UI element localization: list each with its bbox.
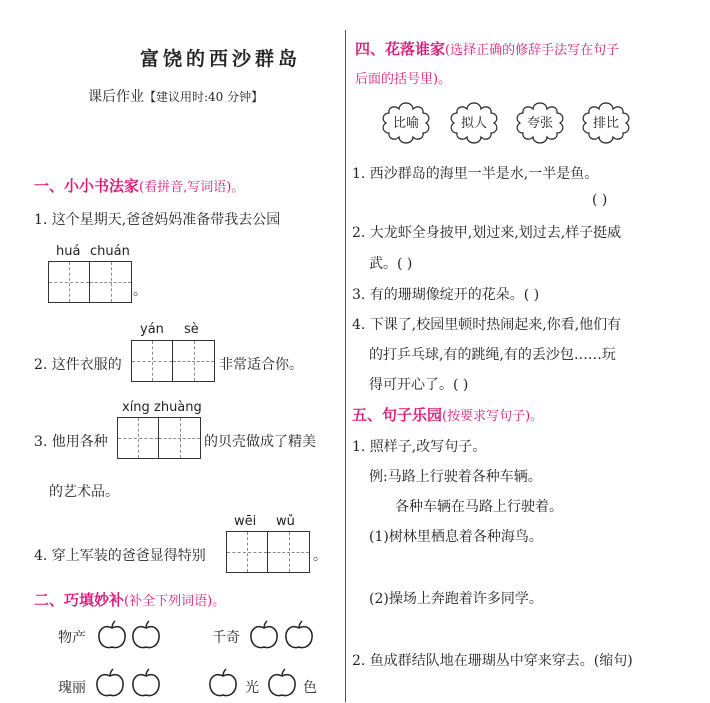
s4-q2-line1: 2. 大龙虾全身披甲,划过来,划过去,样子挺威 bbox=[352, 225, 622, 241]
s1-q3-pinyin-1: xíng bbox=[122, 400, 150, 415]
writing-cell[interactable] bbox=[173, 341, 214, 381]
writing-cell[interactable] bbox=[227, 532, 268, 572]
apple-blank-icon[interactable] bbox=[249, 620, 279, 650]
s1-q3-suffix: 的贝壳做成了精美 bbox=[204, 434, 316, 450]
s1-q1-pinyin-2: chuán bbox=[90, 244, 130, 259]
option-parallelism bbox=[580, 100, 632, 146]
s4-q4-line2: 的打乒乓球,有的跳绳,有的丢沙包……玩 bbox=[369, 347, 616, 363]
option-label: 比喻 bbox=[392, 116, 419, 131]
option-personification bbox=[448, 100, 500, 146]
column-divider bbox=[345, 30, 346, 702]
section5-note: (按要求写句子)。 bbox=[442, 409, 544, 424]
section4-note-line2-wrap bbox=[355, 68, 451, 87]
s2-item-3: 瑰丽 bbox=[58, 680, 86, 696]
apple-blank-icon[interactable] bbox=[284, 620, 314, 650]
page-subtitle bbox=[88, 86, 263, 106]
option-label: 拟人 bbox=[460, 116, 487, 131]
section5-title: 五、句子乐园 bbox=[352, 406, 443, 424]
s1-q1-end: 。 bbox=[133, 283, 147, 299]
section1-title: 一、小小书法家 bbox=[34, 177, 140, 195]
s1-q4-pinyin-1: wēi bbox=[234, 514, 257, 529]
s1-q4-writing-grid[interactable] bbox=[226, 531, 310, 573]
option-simile bbox=[380, 100, 432, 146]
subtitle-hint: 【建议用时:40 分钟】 bbox=[144, 90, 264, 104]
apple-blank-icon[interactable] bbox=[131, 620, 161, 650]
s1-q4-end: 。 bbox=[313, 548, 327, 564]
section4-heading bbox=[355, 38, 619, 59]
option-exaggeration bbox=[514, 100, 566, 146]
s5-example2: 各种车辆在马路上行驶着。 bbox=[395, 499, 563, 515]
section2-note: (补全下列词语)。 bbox=[124, 594, 226, 609]
apple-blank-icon[interactable] bbox=[131, 668, 161, 698]
writing-cell[interactable] bbox=[49, 262, 90, 302]
s5-sub1: (1)树林里栖息着各种海鸟。 bbox=[369, 529, 543, 545]
s4-q4-line3[interactable]: 得可开心了。( ) bbox=[369, 377, 469, 393]
section4-title: 四、花落谁家 bbox=[355, 40, 446, 58]
s1-q2-pinyin-1: yán bbox=[140, 322, 164, 337]
writing-cell[interactable] bbox=[159, 418, 200, 458]
apple-blank-icon[interactable] bbox=[267, 668, 297, 698]
section4-note-line1: (选择正确的修辞手法写在句子 bbox=[445, 43, 620, 58]
option-label: 排比 bbox=[592, 116, 619, 131]
section4-note-line2: 后面的括号里)。 bbox=[355, 72, 452, 87]
s1-q4-pinyin-2: wǔ bbox=[276, 514, 295, 529]
s1-q3-pinyin-2: zhuàng bbox=[154, 400, 202, 415]
s4-q3[interactable]: 3. 有的珊瑚像绽开的花朵。( ) bbox=[352, 287, 540, 303]
s5-sub2: (2)操场上奔跑着许多同学。 bbox=[369, 591, 543, 607]
s4-q2-line2[interactable]: 武。( ) bbox=[369, 256, 413, 272]
s1-q1-pinyin-1: huá bbox=[56, 244, 81, 259]
s2-item-1: 物产 bbox=[58, 630, 86, 646]
writing-cell[interactable] bbox=[118, 418, 159, 458]
s1-q2-writing-grid[interactable] bbox=[131, 340, 215, 382]
page-title: 富饶的西沙群岛 bbox=[140, 48, 302, 70]
s1-q4-prefix: 4. 穿上军装的爸爸显得特别 bbox=[34, 548, 206, 564]
s1-q3-prefix: 3. 他用各种 bbox=[34, 434, 108, 450]
apple-blank-icon[interactable] bbox=[208, 668, 238, 698]
writing-cell[interactable] bbox=[132, 341, 173, 381]
section1-note: (看拼音,写词语)。 bbox=[139, 180, 245, 195]
s1-q3-line2: 的艺术品。 bbox=[49, 484, 119, 500]
section2-title: 二、巧填妙补 bbox=[34, 591, 125, 609]
s1-q2-prefix: 2. 这件衣服的 bbox=[34, 357, 122, 373]
subtitle-main: 课后作业 bbox=[88, 89, 144, 105]
s5-q1: 1. 照样子,改写句子。 bbox=[352, 439, 487, 455]
s2-item-5: 色 bbox=[303, 680, 317, 696]
s2-item-2: 千奇 bbox=[212, 630, 240, 646]
s1-q1-text: 1. 这个星期天,爸爸妈妈准备带我去公园 bbox=[34, 212, 281, 228]
s5-q2: 2. 鱼成群结队地在珊瑚丛中穿来穿去。(缩句) bbox=[352, 653, 633, 669]
s2-item-4: 光 bbox=[245, 680, 259, 696]
section5-heading bbox=[352, 404, 543, 425]
writing-cell[interactable] bbox=[90, 262, 131, 302]
s4-q4-line1: 4. 下课了,校园里顿时热闹起来,你看,他们有 bbox=[352, 317, 622, 333]
section1-heading bbox=[34, 175, 244, 196]
option-label: 夸张 bbox=[526, 116, 553, 131]
s1-q2-pinyin-2: sè bbox=[184, 322, 199, 337]
s1-q2-suffix: 非常适合你。 bbox=[219, 357, 303, 373]
writing-cell[interactable] bbox=[268, 532, 309, 572]
section2-heading bbox=[34, 589, 225, 610]
s4-q1-answer[interactable]: ( ) bbox=[592, 192, 608, 208]
s4-q1: 1. 西沙群岛的海里一半是水,一半是鱼。 bbox=[352, 166, 599, 182]
apple-blank-icon[interactable] bbox=[97, 620, 127, 650]
s1-q3-writing-grid[interactable] bbox=[117, 417, 201, 459]
s1-q1-writing-grid[interactable] bbox=[48, 261, 132, 303]
apple-blank-icon[interactable] bbox=[95, 668, 125, 698]
s5-example1: 例:马路上行驶着各种车辆。 bbox=[369, 469, 542, 485]
